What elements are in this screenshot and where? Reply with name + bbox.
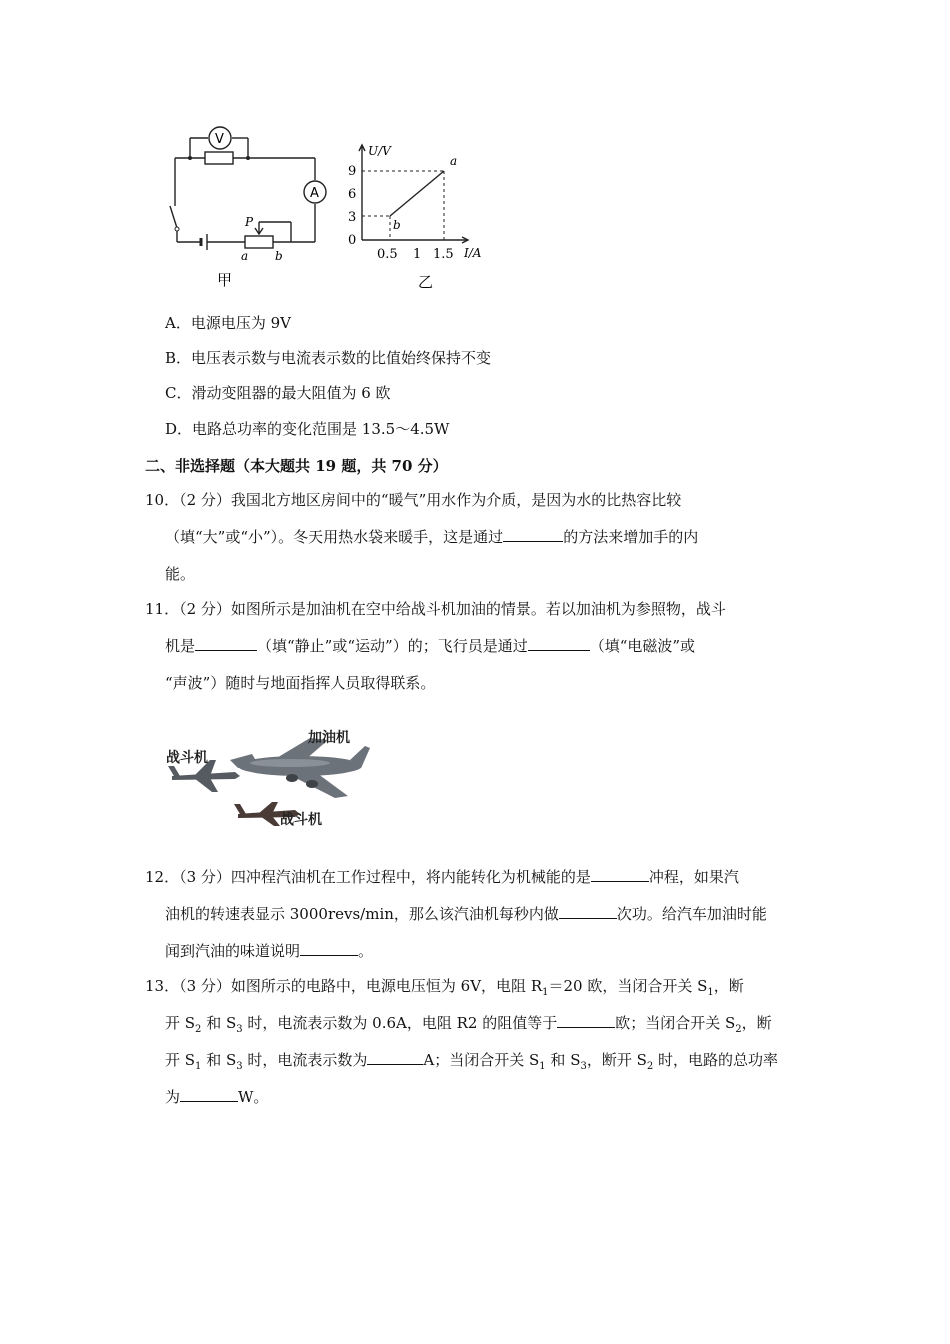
- q12-blank-2[interactable]: [559, 904, 617, 919]
- q13-t4: 开 S: [165, 1014, 196, 1032]
- option-d: D．电路总功率的变化范围是 13.5～4.5W: [165, 420, 450, 438]
- q13-t7: 欧；当闭合开关 S: [615, 1014, 736, 1032]
- q13-s1: 1: [542, 987, 549, 998]
- q13-t12: A；当闭合开关 S: [423, 1051, 540, 1069]
- q13-t1: 13．（3 分）如图所示的电路中，电源电压恒为 6V，电阻 R: [145, 977, 543, 995]
- q13-t11: 时，电流表示数为: [242, 1051, 368, 1069]
- circuit-caption: 甲: [217, 271, 233, 289]
- q13-t5: 和 S: [201, 1014, 237, 1032]
- option-c: C．滑动变阻器的最大阻值为 6 欧: [165, 384, 391, 402]
- q13-blank-2[interactable]: [367, 1050, 423, 1065]
- q11-blank-1[interactable]: [195, 636, 257, 651]
- q12-line2: [165, 904, 767, 924]
- y-tick-9: 9: [348, 164, 357, 179]
- q11-text-a: 机是: [165, 637, 196, 655]
- q10-line1: 10．（2 分）我国北方地区房间中的“暖气”用水作为介质，是因为水的比热容比较: [145, 491, 682, 509]
- q13-t8: ，断: [741, 1014, 772, 1032]
- circuit-diagram: [165, 118, 335, 293]
- q13-s6: 1: [195, 1061, 202, 1072]
- y-axis-label: U/V: [368, 144, 391, 158]
- q11-text-b: （填“静止”或“运动”）的；飞行员是通过: [257, 637, 528, 655]
- q11-line1: 11．（2 分）如图所示是加油机在空中给战斗机加油的情景。若以加油机为参照物，战斗: [145, 600, 726, 618]
- q13-t17: W。: [238, 1088, 269, 1106]
- q13-t3: ，断: [713, 977, 744, 995]
- x-tick-1: 1: [413, 247, 422, 262]
- q13-line4: [165, 1087, 268, 1107]
- q12-text-b: 冲程，如果汽: [648, 868, 739, 886]
- q13-s2: 1: [707, 987, 714, 998]
- q12-blank-3[interactable]: [300, 941, 358, 956]
- section-heading: 二、非选择题（本大题共 19 题，共 70 分）: [145, 457, 448, 475]
- q12-text-d: 次功。给汽车加油时能: [616, 905, 767, 923]
- refuel-picture: [160, 718, 375, 833]
- q12-text-e: 闻到汽油的味道说明: [165, 942, 301, 960]
- tanker-plane: [230, 738, 370, 798]
- q12-text-c: 油机的转速表显示 3000revs/min，那么该汽油机每秒内做: [165, 905, 559, 923]
- q13-s8: 1: [539, 1061, 546, 1072]
- point-b-label: b: [393, 218, 401, 232]
- q11-text-c: （填“电磁波”或: [589, 637, 696, 655]
- q13-s9: 3: [580, 1061, 587, 1072]
- q10-text-a: （填“大”或“小”）。冬天用热水袋来暖手，这是通过: [165, 528, 504, 546]
- x-tick-1-5: 1.5: [433, 247, 454, 262]
- tanker-label: 加油机: [308, 730, 350, 746]
- q13-s10: 2: [646, 1061, 654, 1072]
- q11-blank-2[interactable]: [528, 636, 590, 651]
- x-axis-label: I/A: [464, 246, 482, 260]
- q10-line2: [165, 527, 698, 547]
- end-a-label: a: [241, 249, 249, 263]
- q13-line1: [145, 976, 744, 1003]
- q13-t16: 为: [165, 1088, 181, 1106]
- q10-blank[interactable]: [503, 527, 563, 542]
- q13-s5: 2: [735, 1024, 742, 1035]
- q13-t6: 时，电流表示数为 0.6A，电阻 R2 的阻值等于: [242, 1014, 558, 1032]
- x-tick-0-5: 0.5: [377, 247, 398, 262]
- q13-line2: [165, 1013, 772, 1040]
- q12-blank-1[interactable]: [591, 867, 649, 882]
- ammeter-label: A: [310, 186, 319, 201]
- q12-line1: [145, 867, 739, 887]
- q12-text-f: 。: [358, 942, 374, 960]
- option-b: B．电压表示数与电流表示数的比值始终保持不变: [165, 349, 492, 367]
- q12-text-a: 12．（3 分）四冲程汽油机在工作过程中，将内能转化为机械能的是: [145, 868, 591, 886]
- y-tick-0: 0: [348, 233, 357, 248]
- q11-line3: “声波”）随时与地面指挥人员取得联系。: [165, 674, 436, 692]
- end-b-label: b: [275, 249, 283, 263]
- q13-t2: ＝20 欧，当闭合开关 S: [548, 977, 708, 995]
- point-a-label: a: [450, 154, 458, 168]
- q13-line3: [165, 1050, 778, 1077]
- fighter-label-1: 战斗机: [166, 750, 208, 766]
- q13-blank-1[interactable]: [557, 1013, 615, 1028]
- q13-s3: 2: [195, 1024, 202, 1035]
- y-tick-6: 6: [348, 187, 357, 202]
- graph-caption: 乙: [418, 273, 434, 291]
- q13-t10: 和 S: [201, 1051, 237, 1069]
- q10-line3: 能。: [165, 565, 196, 583]
- voltmeter-label: V: [215, 132, 224, 147]
- fighter-label-2: 战斗机: [280, 812, 322, 828]
- q13-t9: 开 S: [165, 1051, 196, 1069]
- q13-t13: 和 S: [545, 1051, 581, 1069]
- q13-s7: 3: [236, 1061, 243, 1072]
- q11-line2: [165, 636, 695, 656]
- option-a: A．电源电压为 9V: [165, 314, 291, 332]
- q10-text-b: 的方法来增加手的内: [563, 528, 699, 546]
- q13-t15: 时，电路的总功率: [653, 1051, 779, 1069]
- slider-label: P: [245, 215, 254, 229]
- q13-blank-3[interactable]: [180, 1087, 238, 1102]
- ui-graph: [340, 135, 500, 295]
- q12-line3: [165, 941, 373, 961]
- q13-s4: 3: [236, 1024, 243, 1035]
- y-tick-3: 3: [348, 210, 357, 225]
- q13-t14: ，断开 S: [586, 1051, 647, 1069]
